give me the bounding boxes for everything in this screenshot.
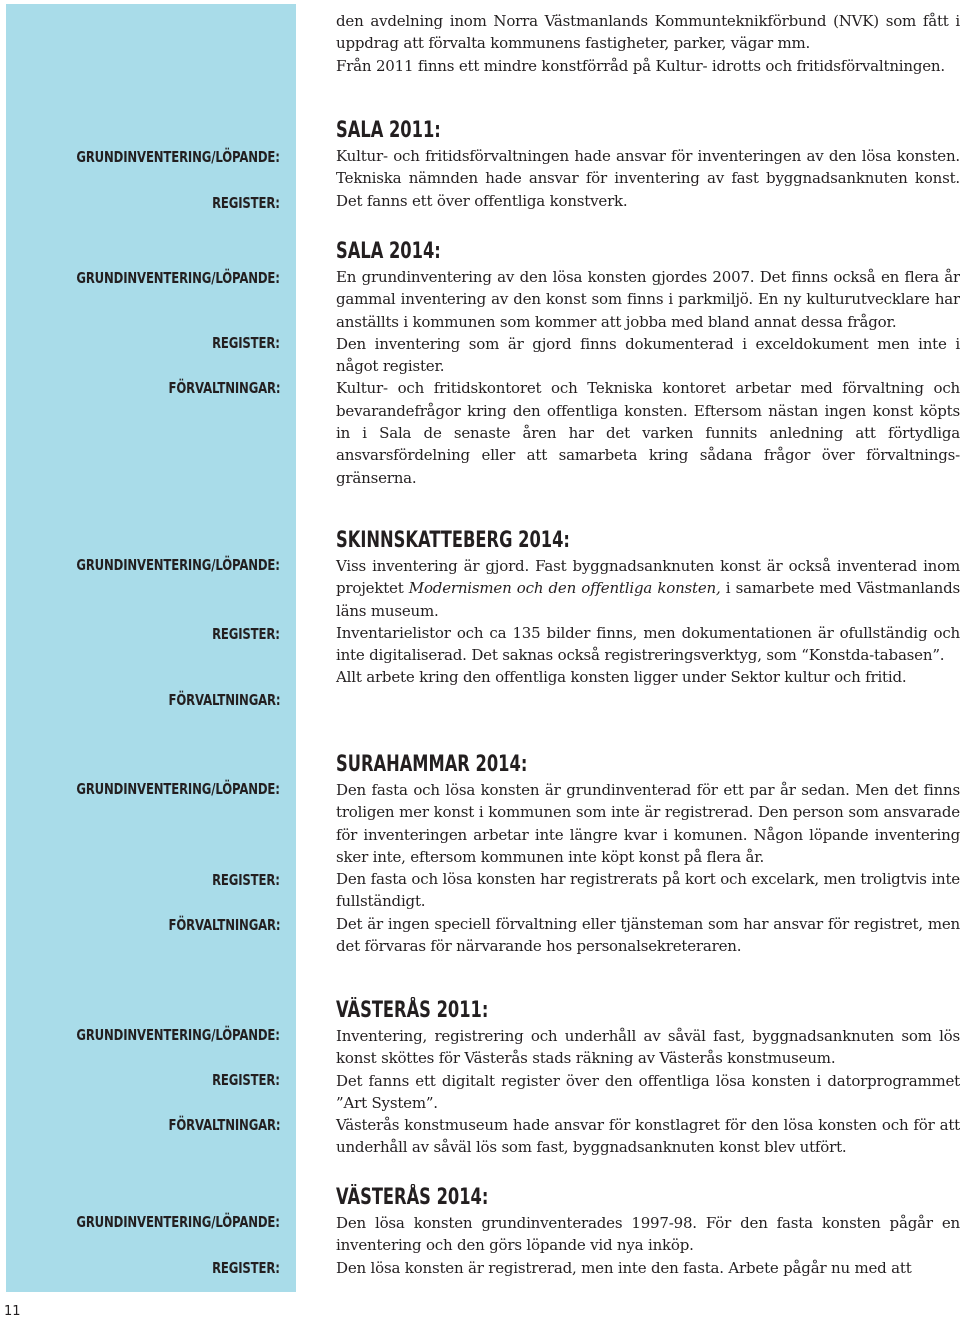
section-paragraph: En grundinventering av den lösa konsten gjordes 2007. Det finns också en flera år gammal inventering av den konst som finns i parkmiljö. En ny kulturutvecklare har anställts i kommunen som kommer att jobba med bland annat dessa frågor. bbox=[336, 268, 960, 331]
section-paragraph: Allt arbete kring den offentliga konsten ligger under Sektor kultur och fritid. bbox=[336, 668, 907, 687]
section-body-sala-2014 bbox=[336, 266, 960, 489]
section-paragraph: Kultur- och fritidsförvaltningen hade ansvar för inventeringen av den lösa konsten. Tekniska nämnden hade ansvar för inventering av fast byggnadsanknuten konst. Det fanns ett över offentliga konstverk. bbox=[336, 147, 960, 210]
section-paragraph: Det är ingen speciell förvaltning eller tjänsteman som har ansvar för registret, men det förvaras för närvarande hos personalsekreteraren. bbox=[336, 914, 960, 956]
section-heading: SALA 2014: bbox=[336, 239, 441, 264]
paragraph-text: Viss inventering är gjord. Fast byggnadsanknuten konst är också inventerad inom projektet bbox=[336, 557, 960, 598]
label-forvaltningar: FÖRVALTNINGAR: bbox=[168, 916, 280, 934]
section-paragraph: Den fasta och lösa konsten har registrerats på kort och excelark, men troligtvis inte fullständigt. bbox=[336, 870, 960, 911]
section-paragraph: Inventering, registrering och underhåll av såväl fast, byggnadsanknuten som lös konst sköttes för Västerås stads räkning av Västerås konstmuseum. bbox=[336, 1027, 960, 1068]
label-grundinventering: GRUNDINVENTERING/LÖPANDE: bbox=[76, 780, 280, 798]
label-forvaltningar: FÖRVALTNINGAR: bbox=[168, 379, 280, 397]
section-body-vasteras-2011 bbox=[336, 1025, 960, 1159]
label-forvaltningar: FÖRVALTNINGAR: bbox=[168, 691, 280, 709]
project-title-text: Modernismen och den offentliga konsten, bbox=[408, 579, 721, 598]
label-grundinventering: GRUNDINVENTERING/LÖPANDE: bbox=[76, 556, 280, 574]
label-register: REGISTER: bbox=[212, 334, 280, 352]
section-heading: VÄSTERÅS 2014: bbox=[336, 1185, 489, 1210]
section-paragraph: Inventarielistor och ca 135 bilder finns, men dokumentationen är ofullständig och inte digitaliserad. Det saknas också registreringsverktyg, som “Konstda-tabasen”. bbox=[336, 623, 960, 665]
section-body-skinnskatteberg-2014 bbox=[336, 555, 960, 689]
label-grundinventering: GRUNDINVENTERING/LÖPANDE: bbox=[76, 1026, 280, 1044]
section-heading: VÄSTERÅS 2011: bbox=[336, 998, 489, 1023]
label-grundinventering: GRUNDINVENTERING/LÖPANDE: bbox=[76, 269, 280, 287]
intro-paragraph: Från 2011 finns ett mindre konstförråd på Kultur- idrotts och fritidsförvaltningen. bbox=[336, 56, 945, 75]
label-register: REGISTER: bbox=[212, 871, 280, 889]
label-grundinventering: GRUNDINVENTERING/LÖPANDE: bbox=[76, 1213, 280, 1231]
section-heading: SURAHAMMAR 2014: bbox=[336, 752, 528, 777]
section-paragraph: Den fasta och lösa konsten är grundinventerad för ett par år sedan. Men det finns troligen mer konst i kommunen som inte är registrerad. Den person som ansvarade för inventeringen arbetar inte längre kvar i komunen. Någon löpande inventering sker inte, eftersom kommunen inte köpt konst på flera år. bbox=[336, 781, 960, 866]
section-body-vasteras-2014 bbox=[336, 1212, 960, 1279]
section-paragraph: Den inventering som är gjord finns dokumenterad i exceldokument men inte i något register. bbox=[336, 334, 960, 376]
page-number: 11 bbox=[4, 1304, 21, 1319]
label-forvaltningar: FÖRVALTNINGAR: bbox=[168, 1116, 280, 1134]
section-paragraph: Den lösa konsten är registrerad, men inte den fasta. Arbete pågår nu med att bbox=[336, 1258, 912, 1277]
section-paragraph: Det fanns ett digitalt register över den offentliga lösa konsten i datorprogrammet ”Art System”. bbox=[336, 1071, 960, 1112]
section-paragraph: Den lösa konsten grundinventerades 1997-98. För den fasta konsten pågår en inventering och den görs löpande vid nya inköp. bbox=[336, 1214, 960, 1255]
section-heading: SALA 2011: bbox=[336, 118, 441, 143]
label-register: REGISTER: bbox=[212, 1259, 280, 1277]
section-paragraph bbox=[336, 555, 960, 622]
label-register: REGISTER: bbox=[212, 625, 280, 643]
section-paragraph: Västerås konstmuseum hade ansvar för konstlagret för den lösa konsten och för att underhåll av såväl lös som fast, byggnadsanknuten konst blev utfört. bbox=[336, 1116, 960, 1157]
label-register: REGISTER: bbox=[212, 194, 280, 212]
section-body-surahammar-2014 bbox=[336, 779, 960, 957]
section-paragraph: Kultur- och fritidskontoret och Tekniska kontoret arbetar med förvaltning och bevarandefrågor kring den offentliga konsten. Eftersom nästan ingen konst köpts in i Sala de senaste åren har det varken funnits anledning att förtydliga ansvarsfördelning eller att samarbeta kring sådana frågor över förvaltnings-gränserna. bbox=[336, 379, 960, 487]
intro-text bbox=[336, 10, 960, 77]
section-heading: SKINNSKATTEBERG 2014: bbox=[336, 528, 570, 553]
paragraph-text: i samarbete med Västmanlands läns museum. bbox=[336, 579, 960, 620]
label-register: REGISTER: bbox=[212, 1071, 280, 1089]
section-body-sala-2011 bbox=[336, 145, 960, 212]
label-grundinventering: GRUNDINVENTERING/LÖPANDE: bbox=[76, 148, 280, 166]
intro-paragraph: den avdelning inom Norra Västmanlands Kommunteknikförbund (NVK) som fått i uppdrag att förvalta kommunens fastigheter, parker, vägar mm. bbox=[336, 12, 960, 53]
